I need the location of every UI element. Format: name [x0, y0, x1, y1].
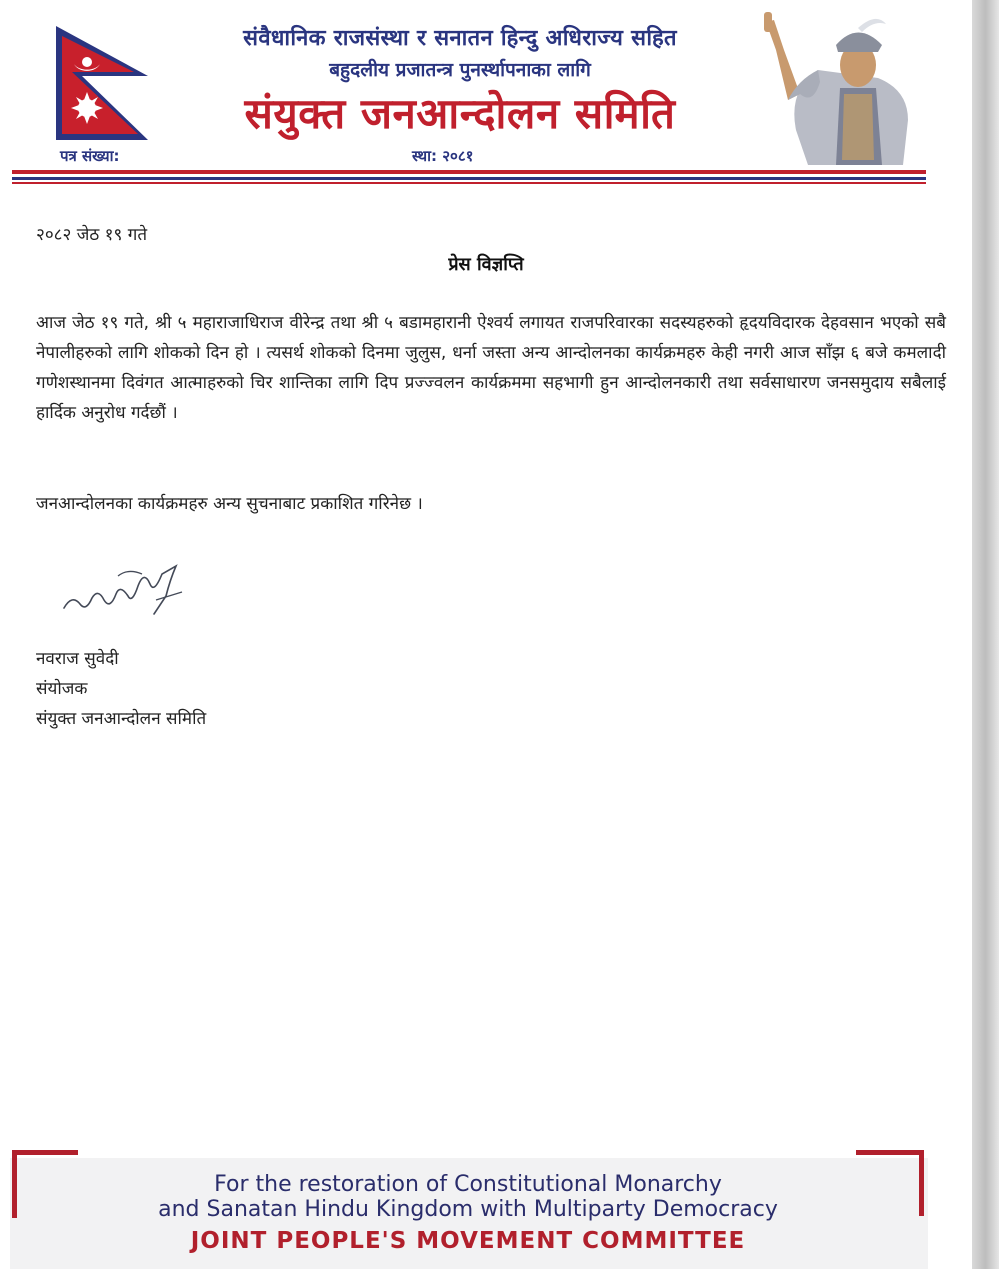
letter-date: २०८२ जेठ १९ गते	[36, 225, 148, 245]
footer-slogan-line-2: and Sanatan Hindu Kingdom with Multiparty Democracy	[158, 1197, 778, 1222]
letter-paragraph-1: आज जेठ १९ गते, श्री ५ महाराजाधिराज वीरेन्द्र तथा श्री ५ बडामहारानी ऐश्वर्य लगायत राजपरिवारका सदस्यहरुको हृदयविदारक देहवसान भएको सबै नेपालीहरुको लागि शोकको दिन हो । त्यसर्थ शोकको दिनमा जुलुस, धर्ना जस्ता अन्य आन्दोलनका कार्यक्रमहरु केही नगरी आज साँझ ६ बजे कमलादी गणेशस्थानमा दिवंगत आत्माहरुको चिर शान्तिका लागि दिप प्रज्ज्वलन कार्यक्रममा सहभागी हुन आन्दोलनकारी तथा सर्वसाधारण जनसमुदाय सबैलाई हार्दिक अनुरोध गर्दछौं ।	[36, 313, 946, 423]
header-line-2: बहुदलीय प्रजातन्त्र पुनर्स्थापनाका लागि	[329, 59, 591, 81]
press-release-title: प्रेस विज्ञप्ति	[448, 254, 524, 275]
nepal-flag-icon	[52, 24, 152, 142]
organization-title: संयुक्त जनआन्दोलन समिति	[244, 89, 676, 138]
king-portrait	[758, 10, 918, 165]
header-line-1: संवैधानिक राजसंस्था र सनातन हिन्दु अधिराज्य सहित	[243, 26, 677, 51]
header-rule-red-thin	[12, 182, 926, 184]
footer-bracket-left-top	[12, 1150, 78, 1155]
letter-number-label: पत्र संख्या:	[60, 147, 120, 165]
header-rule-red	[12, 170, 926, 174]
established-year: स्था: २०८१	[412, 147, 474, 165]
footer-organization-title: JOINT PEOPLE'S MOVEMENT COMMITTEE	[190, 1228, 746, 1254]
scan-edge	[972, 0, 999, 1269]
handwritten-signature	[58, 556, 188, 622]
footer-bracket-right-top	[856, 1150, 924, 1155]
header-rule-blue	[12, 177, 926, 180]
signatory-role: संयोजक	[36, 679, 88, 699]
signatory-name: नवराज सुवेदी	[36, 649, 119, 669]
footer-slogan-line-1: For the restoration of Constitutional Monarchy	[214, 1172, 722, 1197]
signatory-organization: संयुक्त जनआन्दोलन समिति	[36, 709, 207, 729]
letter-paragraph-2: जनआन्दोलनका कार्यक्रमहरु अन्य सुचनाबाट प्रकाशित गरिनेछ ।	[36, 494, 423, 514]
